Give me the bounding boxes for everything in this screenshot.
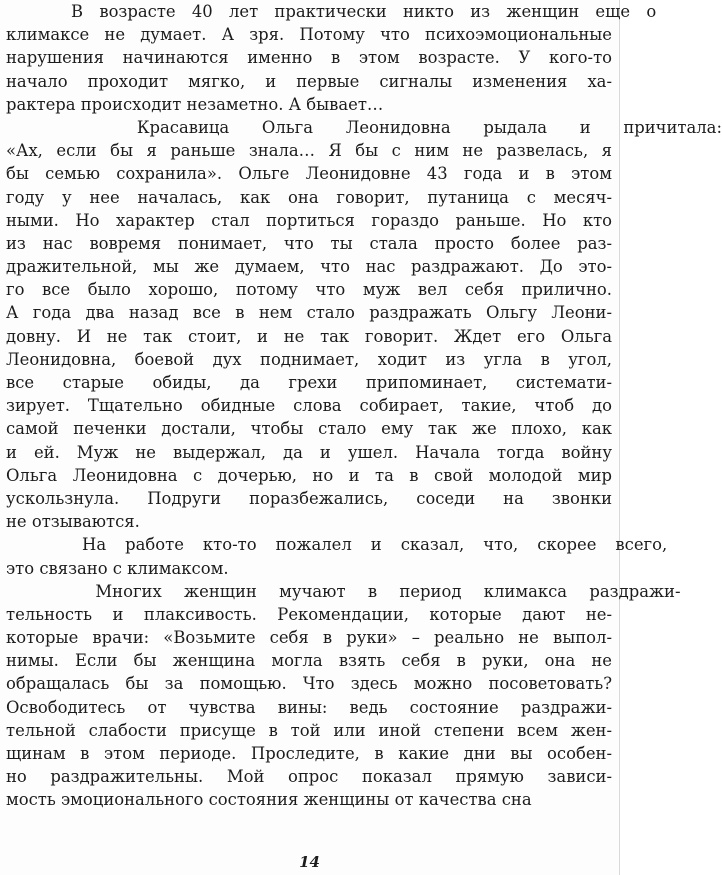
text-line: ускользнула. Подруги поразбежались, соседи на звонки — [6, 488, 612, 508]
text-line: Ольга Леонидовна с дочерью, но и та в свой молодой мир — [6, 465, 612, 485]
text-line: Красавица Ольга Леонидовна рыдала и причитала: — [6, 117, 722, 137]
text-line: обращалась бы за помощью. Что здесь можно посоветовать? — [6, 674, 612, 694]
text-line: не отзываются. — [6, 512, 140, 532]
text-line: Освободитесь от чувства вины: ведь состояние раздражи- — [6, 697, 612, 717]
text-line: но раздражительны. Мой опрос показал прямую зависи- — [6, 767, 612, 787]
text-line: из нас вовремя понимает, что ты стала просто более раз- — [6, 233, 612, 253]
text-line: А года два назад все в нем стало раздражать Ольгу Леони- — [6, 303, 612, 323]
text-line: В возрасте 40 лет практически никто из женщин еще о — [6, 2, 657, 21]
page-number: 14 — [299, 853, 320, 871]
text-line: мость эмоционального состояния женщины от качества сна — [6, 790, 532, 810]
text-line: и ей. Муж не выдержал, да и ушел. Начала тогда войну — [6, 442, 612, 462]
text-line: щинам в этом периоде. Проследите, в какие дни вы особен- — [6, 744, 612, 763]
text-line: все старые обиды, да грехи припоминает, системати- — [6, 373, 612, 392]
text-line: рактера происходит незаметно. А бывает… — [6, 94, 384, 114]
text-line: начало проходит мягко, и первые сигналы изменения ха- — [6, 71, 612, 91]
text-line: го все было хорошо, потому что муж вел себя прилично. — [6, 280, 612, 300]
text-line: тельность и плаксивость. Рекомендации, которые дают не- — [6, 604, 612, 624]
text-line: Многих женщин мучают в период климакса раздражи- — [6, 581, 681, 601]
text-line: довну. И не так стоит, и не так говорит. Ждет его Ольга — [6, 326, 612, 346]
text-line: которые врачи: «Возьмите себя в руки» – реально не выпол- — [6, 628, 612, 648]
body-text — [6, 0, 722, 812]
text-line: Леонидовна, боевой дух поднимает, ходит из угла в угол, — [6, 349, 612, 369]
text-line: тельной слабости присуще в той или иной степени всем жен- — [6, 720, 612, 740]
text-line: году у нее началась, как она говорит, путаница с месяч- — [6, 187, 612, 207]
text-line: На работе кто-то пожалел и сказал, что, скорее всего, — [6, 535, 668, 555]
text-line: «Ах, если бы я раньше знала… Я бы с ним не развелась, я — [6, 141, 612, 161]
text-line: нимы. Если бы женщина могла взять себя в руки, она не — [6, 651, 612, 671]
text-line: самой печенки достали, чтобы стало ему так же плохо, как — [6, 419, 612, 439]
text-line: климаксе не думает. А зря. Потому что психоэмоциональные — [6, 25, 612, 45]
text-line: ными. Но характер стал портиться гораздо раньше. Но кто — [6, 210, 612, 230]
text-line: это связано с климаксом. — [6, 558, 229, 578]
text-line: дражительной, мы же думаем, что нас раздражают. До это- — [6, 257, 612, 277]
text-line: нарушения начинаются именно в этом возрасте. У кого-то — [6, 48, 612, 68]
text-line: бы семью сохранила». Ольге Леонидовне 43 года и в этом — [6, 164, 612, 184]
text-line: зирует. Тщательно обидные слова собирает, такие, чтоб до — [6, 396, 612, 416]
